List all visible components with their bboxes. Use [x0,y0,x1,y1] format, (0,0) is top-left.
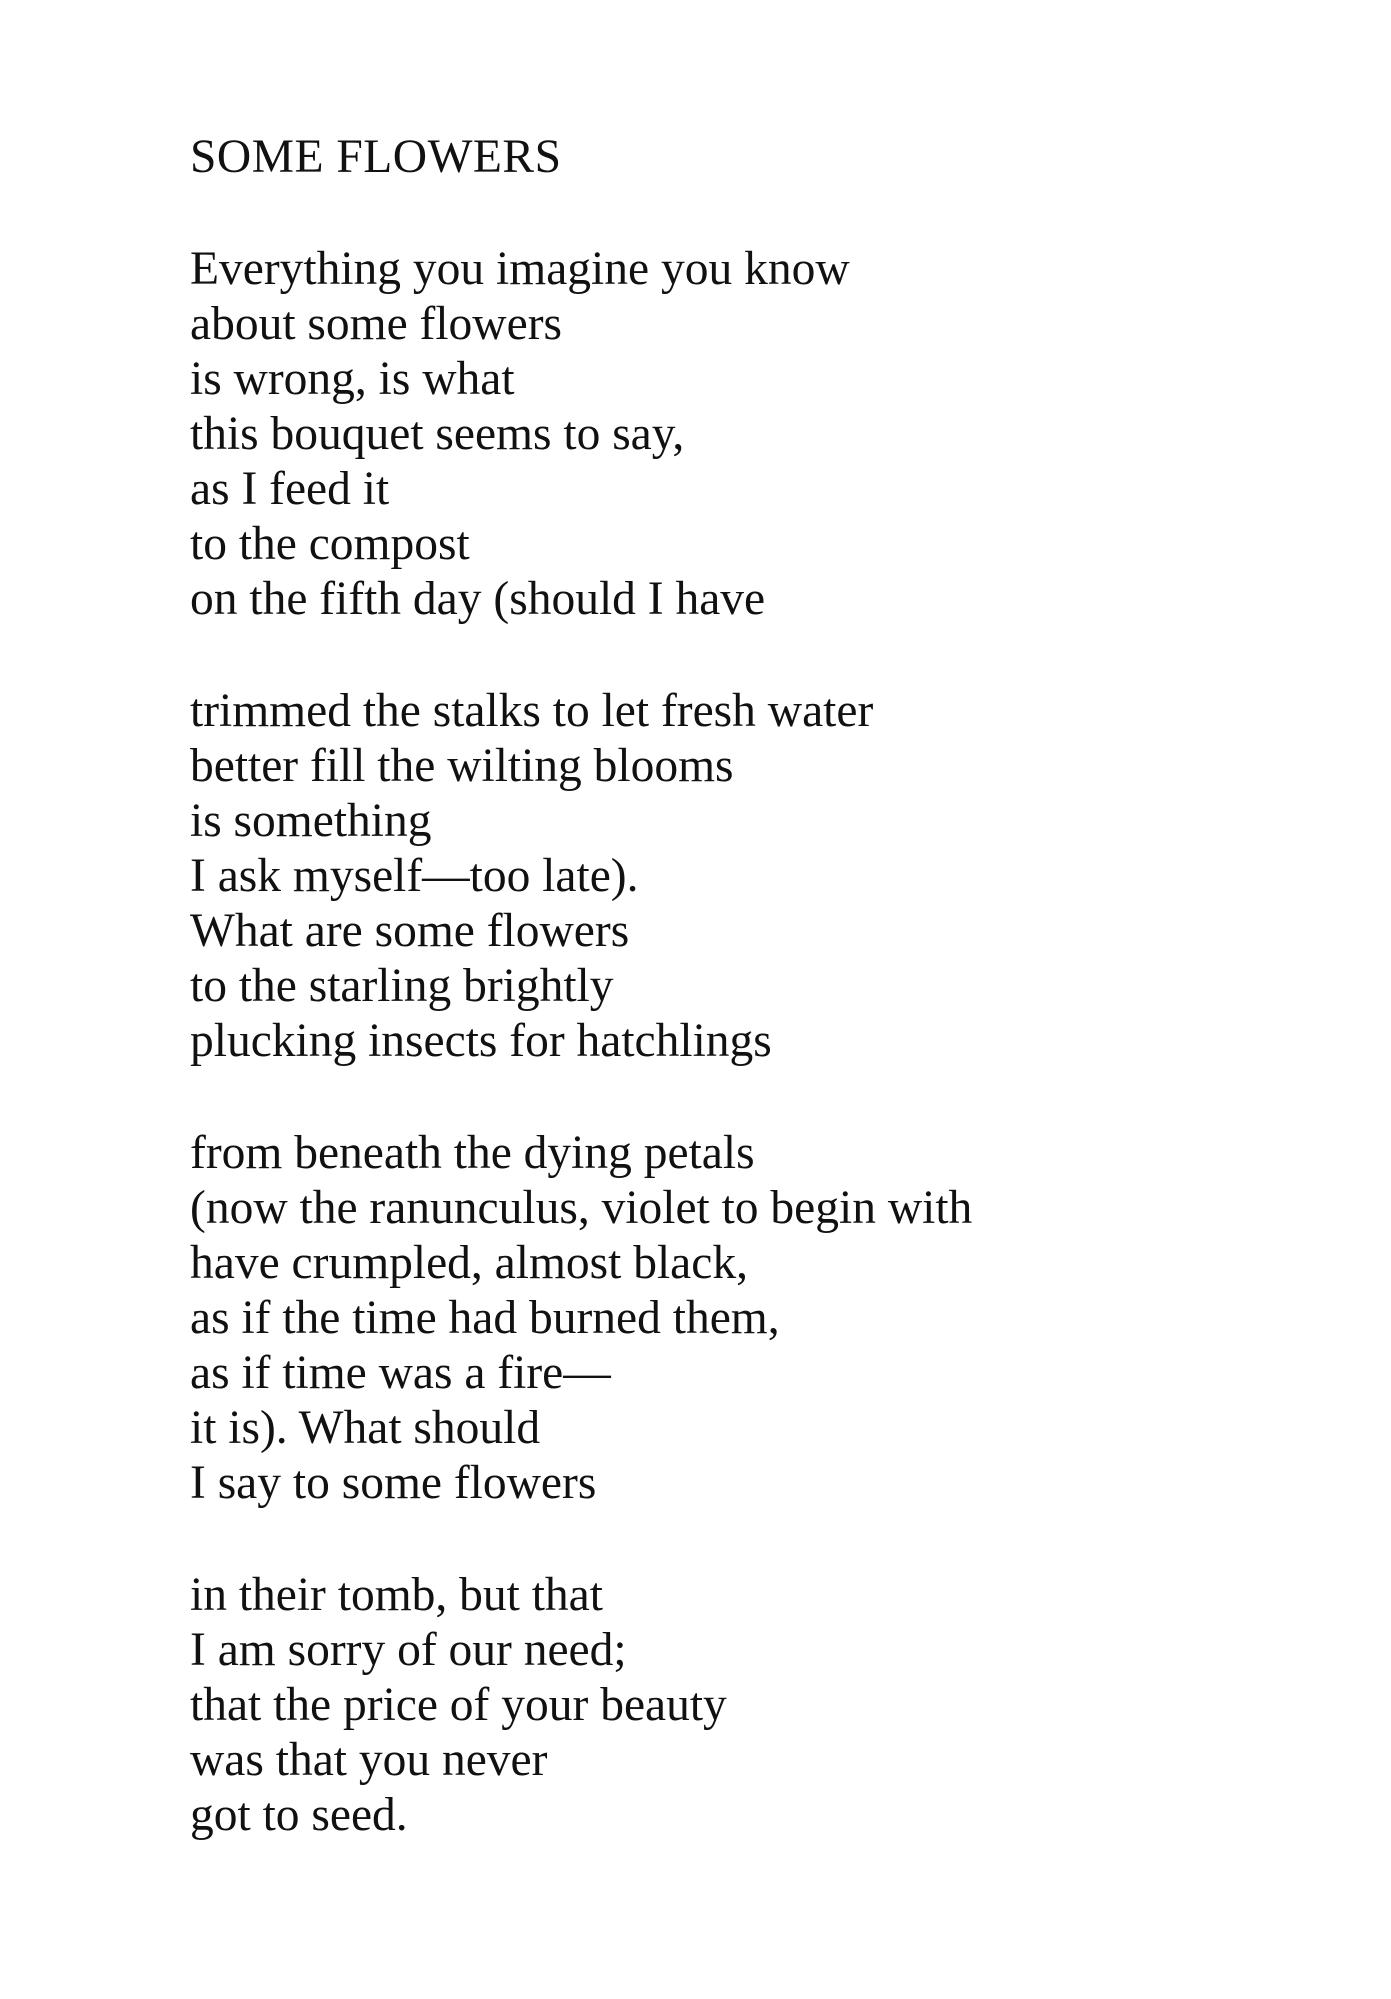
poem-line: as I feed it [190,463,390,515]
poem-line: it is). What should [190,1402,541,1454]
poem-line: as if the time had burned them, [190,1292,780,1344]
poem-line: from beneath the dying petals [190,1127,755,1179]
stanza-2 [190,684,1331,1069]
poem-line: Everything you imagine you know [190,243,850,295]
poem-line: in their tomb, but that [190,1569,603,1621]
poem-line: is wrong, is what [190,353,515,405]
stanza-3 [190,1126,1331,1511]
poem-line: plucking insects for hatchlings [190,1015,772,1067]
poem-line: to the compost [190,518,470,570]
poem-line: this bouquet seems to say, [190,408,685,460]
poem-line: about some flowers [190,298,562,350]
poem-line: trimmed the stalks to let fresh water [190,685,874,737]
poem-line: I am sorry of our need; [190,1624,627,1676]
poem-line: as if time was a fire— [190,1347,611,1399]
poem-line: (now the ranunculus, violet to begin with [190,1182,973,1234]
poem-line: got to seed. [190,1789,408,1841]
poem-line: I say to some flowers [190,1457,597,1509]
poem-line: was that you never [190,1734,548,1786]
poem-title: SOME FLOWERS [190,131,562,183]
stanza-1 [190,242,1331,627]
poem-body [190,130,1331,1843]
stanza-4 [190,1568,1331,1843]
poem-line: have crumpled, almost black, [190,1237,748,1289]
poem-line: that the price of your beauty [190,1679,727,1731]
poem-line: is something [190,795,432,847]
poem-line: on the fifth day (should I have [190,573,766,625]
poem-line: to the starling brightly [190,960,614,1012]
poem-line: What are some flowers [190,905,630,957]
poem-line: I ask myself—too late). [190,850,639,902]
poem-line: better fill the wilting blooms [190,740,734,792]
